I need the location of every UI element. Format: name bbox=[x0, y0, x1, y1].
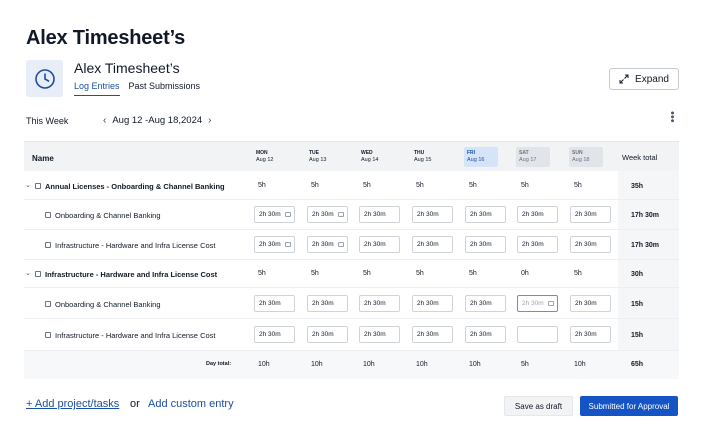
expand-label: Expand bbox=[635, 73, 669, 85]
project-name: Annual Licenses - Onboarding & Channel Banking bbox=[45, 182, 225, 191]
day-header-5 bbox=[516, 147, 550, 167]
hours-input[interactable] bbox=[254, 295, 295, 312]
hours-input[interactable] bbox=[254, 206, 295, 223]
hours-input[interactable] bbox=[465, 236, 506, 253]
row-week-total: 35h bbox=[631, 183, 644, 190]
project-day-hours: 5h bbox=[311, 270, 319, 277]
task-name: Onboarding & Channel Banking bbox=[55, 300, 161, 309]
day-total-value: 10h bbox=[469, 361, 481, 368]
day-date: Aug 18 bbox=[572, 157, 590, 163]
comment-icon[interactable] bbox=[338, 212, 344, 217]
project-name: Infrastructure - Hardware and Infra License Cost bbox=[45, 270, 218, 279]
hours-input[interactable] bbox=[359, 326, 400, 343]
hours-value: 2h 30m bbox=[417, 331, 439, 338]
hours-input[interactable] bbox=[307, 206, 348, 223]
clock-icon bbox=[26, 60, 63, 97]
collapse-chevron-icon[interactable]: ⌄ bbox=[25, 270, 31, 277]
row-week-total: 15h bbox=[631, 301, 644, 308]
table-header bbox=[24, 141, 679, 171]
tab-bar bbox=[74, 81, 200, 96]
project-row bbox=[24, 171, 679, 200]
task-name: Infrastructure - Hardware and Infra License Cost bbox=[55, 241, 216, 250]
task-name: Onboarding & Channel Banking bbox=[55, 211, 161, 220]
hours-input[interactable] bbox=[570, 206, 611, 223]
day-total-value: 10h bbox=[416, 361, 428, 368]
next-week-icon[interactable]: › bbox=[208, 115, 212, 126]
day-name: THU bbox=[414, 150, 425, 156]
day-total-value: 10h bbox=[363, 361, 375, 368]
day-header-0 bbox=[253, 147, 287, 167]
hours-value: 2h 30m bbox=[417, 211, 439, 218]
task-row bbox=[24, 319, 679, 351]
day-total-value: 10h bbox=[258, 361, 270, 368]
add-project-link[interactable]: + Add project/tasks bbox=[26, 398, 120, 410]
day-date: Aug 17 bbox=[519, 157, 537, 163]
day-name: SUN bbox=[572, 150, 583, 156]
row-week-total: 17h 30m bbox=[631, 242, 660, 249]
more-options-icon[interactable]: ••• bbox=[666, 111, 678, 123]
hours-value: 2h 30m bbox=[470, 241, 492, 248]
project-day-hours: 5h bbox=[469, 182, 477, 189]
row-week-total: 30h bbox=[631, 271, 644, 278]
day-name: FRI bbox=[467, 150, 476, 156]
hours-input[interactable] bbox=[307, 236, 348, 253]
tab-past-submissions[interactable]: Past Submissions bbox=[128, 81, 201, 91]
comment-icon[interactable] bbox=[285, 212, 291, 217]
comment-icon[interactable] bbox=[548, 301, 554, 306]
hours-input[interactable] bbox=[465, 295, 506, 312]
hours-input[interactable] bbox=[359, 236, 400, 253]
project-day-hours: 5h bbox=[574, 182, 582, 189]
week-label: This Week bbox=[26, 116, 69, 126]
project-row bbox=[24, 260, 679, 288]
submit-approval-button[interactable]: Submitted for Approval bbox=[580, 396, 678, 416]
item-type-icon bbox=[35, 271, 41, 277]
project-day-hours: 5h bbox=[258, 270, 266, 277]
day-total-label: Day total: bbox=[206, 361, 232, 367]
hours-value: 2h 30m bbox=[259, 331, 281, 338]
hours-value: 2h 30m bbox=[312, 241, 334, 248]
expand-icon bbox=[619, 74, 629, 84]
task-row bbox=[24, 288, 679, 319]
hours-value: 2h 30m bbox=[575, 331, 597, 338]
add-custom-entry-link[interactable]: Add custom entry bbox=[148, 398, 234, 410]
day-date: Aug 12 bbox=[256, 157, 274, 163]
hours-value: 2h 30m bbox=[575, 241, 597, 248]
comment-icon[interactable] bbox=[285, 242, 291, 247]
hours-input[interactable] bbox=[254, 326, 295, 343]
day-total-row bbox=[24, 351, 679, 379]
day-date: Aug 16 bbox=[467, 157, 485, 163]
hours-value: 2h 30m bbox=[312, 211, 334, 218]
hours-value: 2h 30m bbox=[364, 331, 386, 338]
hours-input[interactable] bbox=[517, 206, 558, 223]
hours-input[interactable] bbox=[465, 206, 506, 223]
day-name: MON bbox=[256, 150, 268, 156]
hours-value: 2h 30m bbox=[575, 211, 597, 218]
hours-value: 2h 30m bbox=[364, 300, 386, 307]
hours-value: 2h 30m bbox=[522, 300, 544, 307]
project-day-hours: 5h bbox=[574, 270, 582, 277]
item-type-icon bbox=[45, 332, 51, 338]
row-week-total: 15h bbox=[631, 332, 644, 339]
hours-input[interactable] bbox=[517, 326, 558, 343]
item-type-icon bbox=[45, 242, 51, 248]
item-type-icon bbox=[45, 301, 51, 307]
save-draft-button[interactable]: Save as draft bbox=[504, 396, 573, 416]
day-total-value: 10h bbox=[311, 361, 323, 368]
week-range: Aug 12 -Aug 18,2024 bbox=[112, 115, 203, 126]
hours-value: 2h 30m bbox=[522, 241, 544, 248]
hours-value: 2h 30m bbox=[364, 211, 386, 218]
day-total-value: 10h bbox=[574, 361, 586, 368]
comment-icon[interactable] bbox=[338, 242, 344, 247]
project-day-hours: 5h bbox=[363, 270, 371, 277]
tab-log-entries[interactable]: Log Entries bbox=[74, 81, 120, 96]
day-header-6 bbox=[569, 147, 603, 167]
name-column-header: Name bbox=[32, 154, 54, 163]
hours-input[interactable] bbox=[412, 206, 453, 223]
project-day-hours: 5h bbox=[416, 182, 424, 189]
project-day-hours: 5h bbox=[416, 270, 424, 277]
hours-input[interactable] bbox=[517, 295, 558, 312]
hours-value: 2h 30m bbox=[417, 241, 439, 248]
collapse-chevron-icon[interactable]: ⌄ bbox=[25, 182, 31, 189]
row-week-total: 17h 30m bbox=[631, 212, 660, 219]
grand-total: 65h bbox=[631, 361, 644, 368]
task-name: Infrastructure - Hardware and Infra License Cost bbox=[55, 331, 216, 340]
hours-input[interactable] bbox=[517, 236, 558, 253]
timesheet-table bbox=[24, 141, 679, 379]
hours-input[interactable] bbox=[412, 236, 453, 253]
project-day-hours: 5h bbox=[469, 270, 477, 277]
item-type-icon bbox=[35, 183, 41, 189]
hours-input[interactable] bbox=[359, 206, 400, 223]
day-total-value: 5h bbox=[521, 361, 529, 368]
item-type-icon bbox=[45, 212, 51, 218]
prev-week-icon[interactable]: ‹ bbox=[103, 115, 107, 126]
day-date: Aug 13 bbox=[309, 157, 327, 163]
day-header-4 bbox=[464, 147, 498, 167]
project-day-hours: 5h bbox=[311, 182, 319, 189]
or-text: or bbox=[130, 398, 140, 410]
hours-value: 2h 30m bbox=[522, 211, 544, 218]
hours-input[interactable] bbox=[570, 295, 611, 312]
hours-value: 2h 30m bbox=[470, 211, 492, 218]
day-header-2 bbox=[358, 147, 392, 167]
expand-button[interactable] bbox=[609, 68, 679, 90]
page-title: Alex Timesheet’s bbox=[26, 27, 186, 49]
hours-value: 2h 30m bbox=[470, 331, 492, 338]
hours-value: 2h 30m bbox=[259, 300, 281, 307]
hours-input[interactable] bbox=[570, 326, 611, 343]
hours-input[interactable] bbox=[254, 236, 295, 253]
task-row bbox=[24, 200, 679, 230]
hours-value: 2h 30m bbox=[259, 241, 281, 248]
hours-value: 2h 30m bbox=[470, 300, 492, 307]
day-date: Aug 14 bbox=[361, 157, 379, 163]
hours-value: 2h 30m bbox=[259, 211, 281, 218]
day-name: SAT bbox=[519, 150, 529, 156]
hours-input[interactable] bbox=[412, 326, 453, 343]
day-header-1 bbox=[306, 147, 340, 167]
hours-input[interactable] bbox=[359, 295, 400, 312]
hours-value: 2h 30m bbox=[364, 241, 386, 248]
hours-input[interactable] bbox=[307, 326, 348, 343]
hours-input[interactable] bbox=[307, 295, 348, 312]
week-navigator bbox=[103, 115, 211, 126]
week-total-header: Week total bbox=[622, 153, 658, 162]
project-day-hours: 5h bbox=[363, 182, 371, 189]
hours-input[interactable] bbox=[412, 295, 453, 312]
hours-value: 2h 30m bbox=[312, 300, 334, 307]
project-day-hours: 5h bbox=[521, 182, 529, 189]
hours-input[interactable] bbox=[465, 326, 506, 343]
hours-value: 2h 30m bbox=[417, 300, 439, 307]
hours-value: 2h 30m bbox=[312, 331, 334, 338]
project-day-hours: 0h bbox=[521, 270, 529, 277]
project-day-hours: 5h bbox=[258, 182, 266, 189]
timesheet-name: Alex Timesheet’s bbox=[74, 60, 180, 76]
day-header-3 bbox=[411, 147, 445, 167]
day-name: TUE bbox=[309, 150, 319, 156]
day-date: Aug 15 bbox=[414, 157, 432, 163]
task-row bbox=[24, 230, 679, 260]
day-name: WED bbox=[361, 150, 373, 156]
hours-input[interactable] bbox=[570, 236, 611, 253]
hours-value: 2h 30m bbox=[575, 300, 597, 307]
